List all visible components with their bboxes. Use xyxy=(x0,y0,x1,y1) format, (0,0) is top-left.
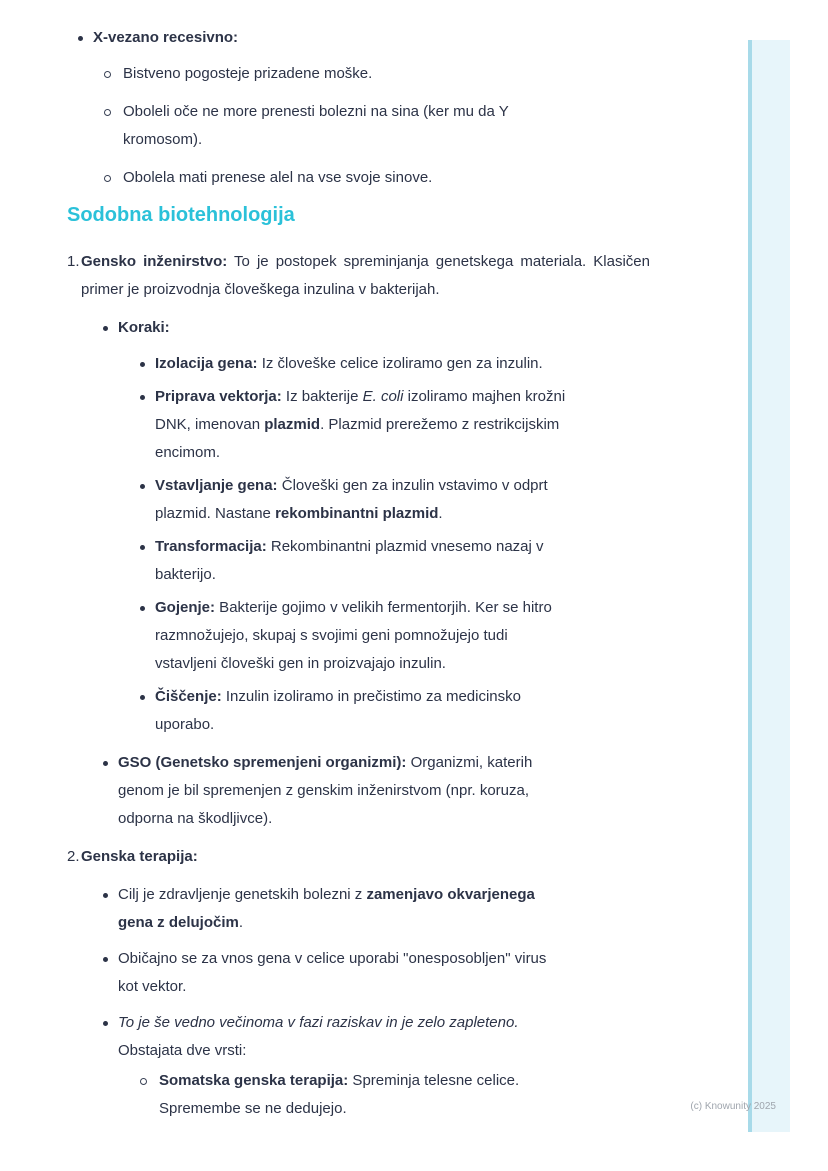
list-item-text: Gojenje: Bakterije gojimo v velikih fermentorjih. Ker se hitro razmnožujejo, skupaj s svojimi geni pomnožujejo tudi vstavljeni človeški gen in proizvajajo inzulin. xyxy=(155,599,552,672)
list-item xyxy=(0,98,828,154)
numbered-item-gensko-inzenirstvo xyxy=(0,248,828,304)
list-item-text: To je še vedno večinoma v fazi raziskav in je zelo zapleteno. Obstajata dve vrsti: xyxy=(118,1014,519,1059)
list-item-step xyxy=(0,350,828,378)
list-item xyxy=(0,1009,828,1065)
list-item-text: Bistveno pogosteje prizadene moške. xyxy=(123,65,373,82)
list-item-step xyxy=(0,594,828,678)
list-item xyxy=(0,881,828,937)
list-item-text: Izolacija gena: Iz človeške celice izoliramo gen za inzulin. xyxy=(155,355,543,372)
list-number: 2. xyxy=(67,848,80,865)
list-item-text: Koraki: xyxy=(118,319,170,336)
bullet-circle-icon xyxy=(140,1067,159,1095)
list-item-text: Oboleli oče ne more prenesti bolezni na sina (ker mu da Y kromosom). xyxy=(123,103,509,148)
bullet-circle-icon xyxy=(104,98,123,126)
bullet-circle-icon xyxy=(104,60,123,88)
numbered-item-text: Gensko inženirstvo: To je postopek spreminjanja genetskega materiala. Klasičen primer je proizvodnja človeškega inzulina v bakterijah. xyxy=(81,253,650,298)
list-item-step xyxy=(0,472,828,528)
bullet-disc-icon xyxy=(140,383,155,411)
section-heading: Sodobna biotehnologija xyxy=(67,204,295,226)
list-item-text: Vstavljanje gena: Človeški gen za inzulin vstavimo v odprt plazmid. Nastane rekombinantni plazmid. xyxy=(155,477,548,522)
list-item-text: Obolela mati prenese alel na vse svoje sinove. xyxy=(123,169,433,186)
list-item-text: Običajno se za vnos gena v celice uporabi "onesposobljen" virus kot vektor. xyxy=(118,950,547,995)
bullet-disc-icon xyxy=(140,472,155,500)
list-item xyxy=(0,60,828,88)
bullet-disc-icon xyxy=(140,533,155,561)
list-item xyxy=(0,164,828,192)
bullet-disc-icon xyxy=(140,350,155,378)
bullet-disc-icon xyxy=(103,314,118,342)
list-item-text: Priprava vektorja: Iz bakterije E. coli izoliramo majhen krožni DNK, imenovan plazmid. Plazmid prerežemo z restrikcijskim encimom. xyxy=(155,388,566,461)
list-item-text: GSO (Genetsko spremenjeni organizmi): Organizmi, katerih genom je bil spremenjen z genskim inženirstvom (npr. koruza, odporna na škodljivce). xyxy=(118,754,533,827)
list-item-somatska xyxy=(0,1067,828,1123)
numbered-item-text: Genska terapija: xyxy=(81,848,198,865)
list-item-text: Cilj je zdravljenje genetskih bolezni z zamenjavo okvarjenega gena z delujočim. xyxy=(118,886,535,931)
bullet-disc-icon xyxy=(140,683,155,711)
list-item-step xyxy=(0,383,828,467)
list-item-step xyxy=(0,683,828,739)
copyright-footer: (c) Knowunity 2025 xyxy=(690,1101,776,1112)
numbered-item-genska-terapija xyxy=(0,843,828,871)
list-item-x-linked-title xyxy=(0,24,828,52)
bullet-disc-icon xyxy=(103,1009,118,1037)
list-item-step xyxy=(0,533,828,589)
list-item-gso xyxy=(0,749,828,833)
bullet-disc-icon xyxy=(103,881,118,909)
bullet-disc-icon xyxy=(103,749,118,777)
bullet-disc-icon xyxy=(103,945,118,973)
list-number: 1. xyxy=(67,253,80,270)
list-item-text: Somatska genska terapija: Spreminja telesne celice. Spremembe se ne dedujejo. xyxy=(159,1072,520,1117)
bullet-disc-icon xyxy=(78,24,93,52)
list-item xyxy=(0,945,828,1001)
list-item-text: Transformacija: Rekombinantni plazmid vnesemo nazaj v bakterijo. xyxy=(155,538,544,583)
list-item-koraki xyxy=(0,314,828,342)
list-item-text: Čiščenje: Inzulin izoliramo in prečistimo za medicinsko uporabo. xyxy=(155,688,521,733)
bullet-circle-icon xyxy=(104,164,123,192)
bullet-disc-icon xyxy=(140,594,155,622)
list-item-text: X-vezano recesivno: xyxy=(93,29,239,46)
